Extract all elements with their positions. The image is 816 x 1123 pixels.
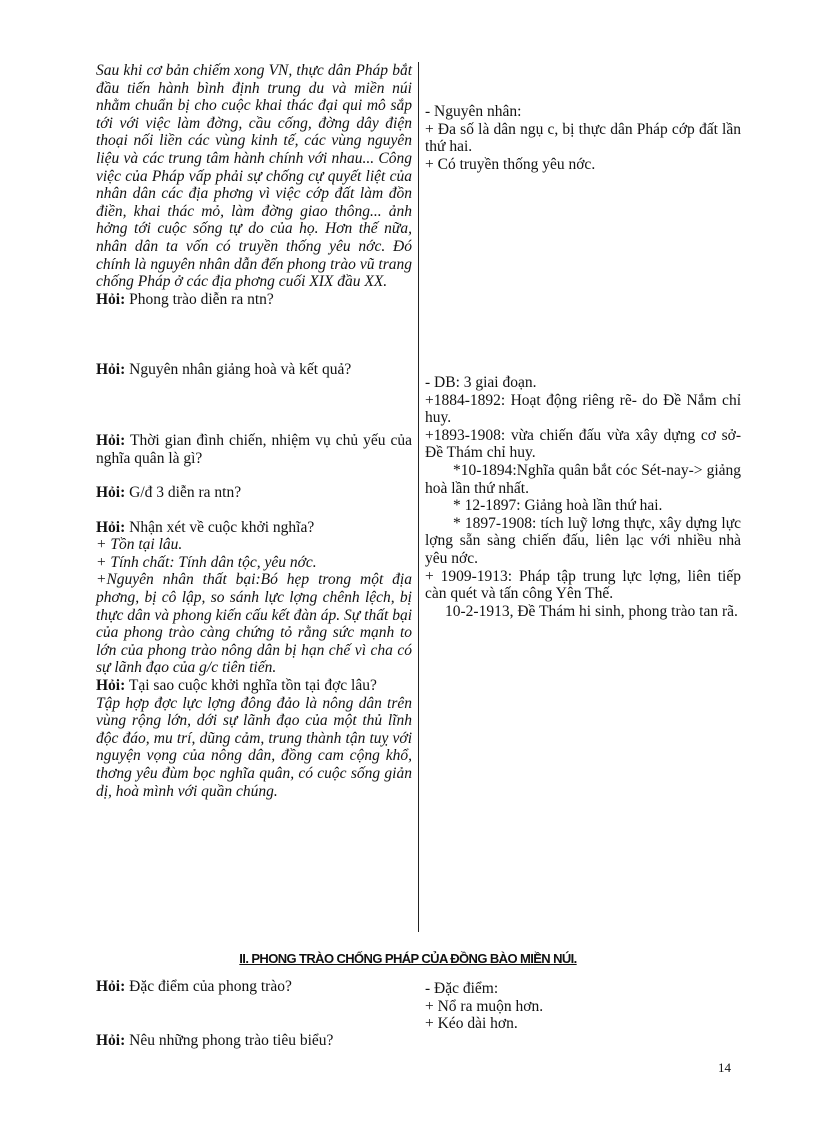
question-5 [96, 519, 412, 537]
right-column-stages [425, 374, 741, 620]
section-2-question-2 [96, 1032, 333, 1050]
stage-3: + 1909-1913: Pháp tập trung lực lợng, liên tiếp càn quét và tấn công Yên Thế. [425, 567, 741, 603]
cause-item-1: + Đa số là dân ngụ c, bị thực dân Pháp cớp đất lần thứ hai. [425, 120, 741, 156]
question-2 [96, 361, 412, 379]
question-4 [96, 484, 412, 502]
section-2-answer [425, 980, 543, 1033]
features-title: - Đặc điểm: [425, 980, 499, 997]
intro-paragraph: Sau khi cơ bản chiếm xong VN, thực dân Pháp bắt đầu tiến hành bình định trung du và miền núi nhằm chuẩn bị cho cuộc khai thác đại qui mô sắp tới với việc làm đờng, cầu cống, đờng dây điện thoại nối liền các vùng kinh tế, các vùng nguyên liệu và các trung tâm hành chính với nhau... Công việc của Pháp vấp phải sự chống cự quyết liệt của nhân dân các địa phơng vì việc cớp đất làm đồn điền, khai thác mỏ, làm đờng giao thông... ảnh hởng tới cuộc sống tự do của họ. Hơn thế nữa, nhân dân ta vốn có truyền thống yêu nớc. Đó chính là nguyên nhân dẫn đến phong trào vũ trang chống Pháp ở các địa phơng cuối XIX đầu XX. [96, 62, 412, 291]
question-text: G/đ 3 diễn ra ntn? [129, 484, 242, 502]
cause-item-2: + Có truyền thống yêu nớc. [425, 155, 596, 173]
question-label: Hỏi: [96, 484, 126, 502]
question-3 [96, 432, 412, 467]
section-2-question-1 [96, 978, 292, 996]
answer-longevity: Tập hợp đợc lực lợng đông đảo là nông dân trên vùng rộng lớn, dới sự lãnh đạo của một thủ lĩnh độc đáo, mu trí, dũng cảm, trung thành tận tuỵ với nguyện vọng của nông dân, đồng cam cộng khổ, thơng yêu đùm bọc nghĩa quân, có cuộc sống giản dị, hoà mình với quần chúng. [96, 694, 412, 800]
question-label: Hỏi: [96, 1032, 126, 1049]
page-number: 14 [718, 1060, 731, 1075]
question-text: Nêu những phong trào tiêu biểu? [129, 1032, 334, 1049]
stage-2-event-3: * 1897-1908: tích luỹ lơng thực, xây dựng lực lợng sẵn sàng chiến đấu, liên lạc với nhiều nhà yêu nớc. [425, 514, 741, 567]
answer-failure-cause: +Nguyên nhân thất bại:Bó hẹp trong một địa phơng, bị cô lập, so sánh lực lợng chênh lệch, bị thực dân và phong kiến cấu kết đàn áp. Sự thất bại của phong trào càng chứng tỏ rằng sức mạnh to lớn của phong trào nông dân bị hạn chế vì cha có sự lãnh đạo của g/c tiên tiến. [96, 571, 412, 677]
question-text: Tại sao cuộc khởi nghĩa tồn tại đợc lâu? [128, 677, 377, 695]
question-label: Hỏi: [96, 431, 126, 449]
stage-3-event: 10-2-1913, Đề Thám hi sinh, phong trào tan rã. [445, 602, 738, 620]
question-text: Đặc điểm của phong trào? [129, 978, 292, 995]
question-label: Hỏi: [96, 518, 126, 536]
feature-2: + Kéo dài hơn. [425, 1015, 518, 1033]
right-column-cause [425, 103, 741, 173]
answer-nature: + Tính chất: Tính dân tộc, yêu nớc. [96, 553, 317, 571]
feature-1: + Nổ ra muộn hơn. [425, 997, 544, 1015]
question-1 [96, 291, 412, 309]
stage-2: +1893-1908: vừa chiến đấu vừa xây dựng cơ sở- Đề Thám chỉ huy. [425, 426, 741, 462]
question-text: Phong trào diễn ra ntn? [129, 290, 274, 308]
question-label: Hỏi: [96, 677, 126, 695]
question-label: Hỏi: [96, 361, 126, 379]
stage-2-event-1: *10-1894:Nghĩa quân bắt cóc Sét-nay-> giảng hoà lần thứ nhất. [425, 461, 741, 497]
question-label: Hỏi: [96, 290, 126, 308]
column-divider [418, 62, 419, 932]
answer-duration: + Tồn tại lâu. [96, 536, 183, 554]
question-text: Nguyên nhân giảng hoà và kết quả? [129, 361, 352, 379]
stages-title: - DB: 3 giai đoạn. [425, 374, 537, 391]
cause-title: - Nguyên nhân: [425, 103, 522, 120]
stage-2-event-2: * 12-1897: Giảng hoà lần thứ hai. [453, 497, 663, 515]
question-text: Thời gian đình chiến, nhiệm vụ chủ yếu của nghĩa quân là gì? [96, 431, 412, 467]
section-2-title: II. PHONG TRÀO CHỐNG PHÁP CỦA ĐỒNG BÀO MIỀN NÚI. [239, 951, 577, 966]
question-text: Nhận xét về cuộc khởi nghĩa? [129, 518, 315, 536]
stage-1: +1884-1892: Hoạt động riêng rẽ- do Đề Nắm chỉ huy. [425, 391, 741, 427]
left-column [96, 62, 412, 800]
question-6 [96, 677, 412, 695]
question-label: Hỏi: [96, 978, 126, 995]
